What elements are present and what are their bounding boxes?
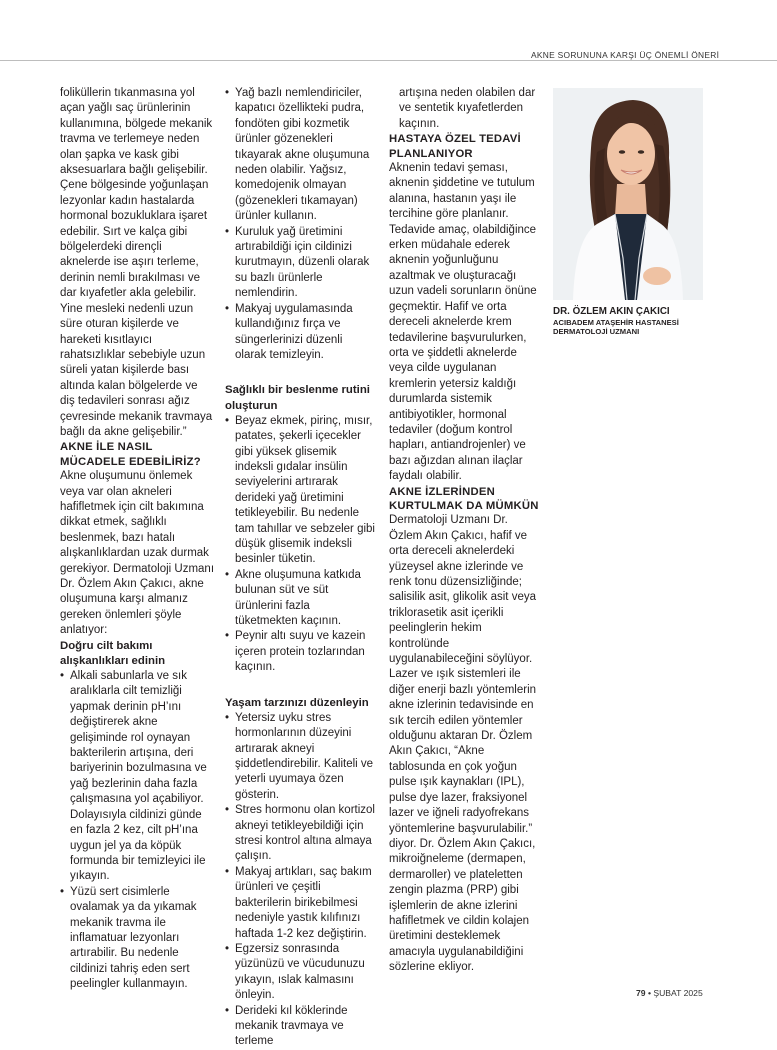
header-rule bbox=[0, 60, 777, 61]
doctor-title bbox=[553, 318, 723, 336]
portrait-photo bbox=[553, 88, 703, 300]
nutrition-list bbox=[225, 414, 375, 676]
list-item: • Yüzü sert cisimlerle ovalamak ya da yıkamak mekanik travma ile inflamatuar lezyonları artırabilir. Bu nedenle cildinizi tahriş eden sert peelingler kullanmayın. bbox=[60, 885, 215, 993]
portrait-illustration bbox=[553, 88, 703, 300]
subheading-yasam-tarzi: Yaşam tarzınızı düzenleyin bbox=[225, 696, 369, 709]
subheading-beslenme: Sağlıklı bir beslenme rutini oluşturun bbox=[225, 384, 370, 412]
doctor-specialty: DERMATOLOJİ UZMANI bbox=[553, 327, 640, 337]
column-1-paragraph: Akne oluşumunu önlemek veya var olan akneleri hafifletmek için cilt bakımına dikkat etmek, sağlıklı beslenmek, bazı hatalı alışkanlıklardan uzak durmak gerekiyor. Dermatoloji Uzmanı Dr. Özlem Akın Çakıcı, akne oluşumuna karşı almanız gereken önlemleri şöyle anlatıyor: bbox=[60, 470, 215, 637]
page-footer bbox=[636, 988, 726, 998]
subheading-cilt-bakimi: Doğru cilt bakımı alışkanlıkları edinin bbox=[60, 639, 166, 667]
column-3-intro: artışına neden olabilen dar ve sentetik kıyafetlerden kaçının. bbox=[399, 87, 536, 130]
issue-date: ŞUBAT 2025 bbox=[653, 988, 703, 998]
cosmetics-list bbox=[225, 86, 375, 363]
list-item: • Makyaj artıkları, saç bakım ürünleri ve çeşitli bakterilerin birikebilmesi nedeniyle yastık kılıfınızı haftada 1-2 kez değiştirin. bbox=[225, 865, 375, 942]
list-item: • Stres hormonu olan kortizol akneyi tetikleyebildiği için stresi kontrol altına almaya çalışın. bbox=[225, 803, 375, 865]
column-2 bbox=[225, 86, 375, 1050]
column-3-paragraph-1: Aknenin tedavi şeması, aknenin şiddetine ve tutulum alanına, hastanın yaşı ile tercihine göre planlanır. Tedavide amaç, olabildiğince erken müdahale ederek aknenin yoğunluğunu azaltmak ve oluşturacağı uzun vadeli sorunların önüne geçmektir. Hafif ve orta dereceli aknelerde krem tedavilerine başvurulurken, orta ve şiddetli aknelerde veya cilde uygulanan kremlerin yetersiz kaldığı durumlarda sistemik antibiyotikler, hormonal tedaviler (doğum kontrol hapları, antiandrojenler) ve bazı ağızdan alınan ilaçlar faydalı olabilir. bbox=[389, 162, 537, 483]
footer-separator: • bbox=[647, 988, 651, 998]
column-1-intro: foliküllerin tıkanmasına yol açan yağlı saç ürünlerinin kullanımına, bölgede mekanik travma ve terlemeye neden olan şapka ve kask gibi aksesuarlara bağlı gelişebilir. Çene bölgesinde yoğunlaşan lezyonlar kadın hastalarda hormonal bozukluklara işaret edebilir. Sırt ve kalça gibi bölgelerdeki dirençli aknelerde ise aşırı terleme, derinin nemli bırakılması ve dar kıyafetler akla gelebilir. Yine mesleki nedenli uzun süre oturan kişilerde ve hareketi kısıtlayıcı rahatsızlıklar sebebiyle uzun süreli yatan kişilerde bası altında kalan bölgelerde ve diş tedavileri sonrası ağız çevresinde mekanik travmaya bağlı da akne gelişebilir.” bbox=[60, 87, 213, 438]
heading-akne-izleri: AKNE İZLERİNDEN KURTULMAK DA MÜMKÜN bbox=[389, 485, 539, 512]
heading-hastaya-ozel: HASTAYA ÖZEL TEDAVİ PLANLANIYOR bbox=[389, 133, 521, 160]
skincare-list bbox=[60, 669, 215, 993]
lifestyle-list bbox=[225, 711, 375, 1050]
list-item: • Akne oluşumuna katkıda bulunan süt ve süt ürünlerini fazla tüketmekten kaçının. bbox=[225, 568, 375, 630]
column-1 bbox=[60, 86, 215, 993]
list-item: • Alkali sabunlarla ve sık aralıklarla cilt temizliği yapmak derinin pH’ını değiştirerek akne gelişiminde rol oynayan bakterilerin artışına, deri bariyerinin bozulmasına ve yağ bezlerinin daha fazla çalışmasına yol açabiliyor. Dolayısıyla cildinizi günde en fazla 2 kez, cilt pH’ına uygun jel ya da köpük formunda bir temizleyici ile yıkayın. bbox=[60, 669, 215, 885]
list-item: • Derideki kıl köklerinde mekanik travmaya ve terleme bbox=[225, 1004, 375, 1050]
list-item: • Peynir altı suyu ve kazein içeren protein tozlarından kaçının. bbox=[225, 629, 375, 675]
list-item: • Yetersiz uyku stres hormonlarının düzeyini artırarak akneyi şiddetlendirebilir. Kaliteli ve yeterli uyumaya özen gösterin. bbox=[225, 711, 375, 803]
column-3-paragraph-2: Dermatoloji Uzmanı Dr. Özlem Akın Çakıcı, hafif ve orta dereceli aknelerdeki yüzeysel akne izlerinde ve renk tonu düzensizliğinde; salisilik asit, glikolik asit veya triklorasetik asit içerikli peelinglerin hekim kontrolünde uygulanabileceğini söylüyor. Lazer ve ışık sistemleri ile diğer enerji bazlı yöntemlerin akne izlerinin tedavisinde en sık tercih edilen yöntemler olduğunu aktaran Dr. Özlem Akın Çakıcı, “Akne tablosunda en çok yoğun pulse ışık kaynakları (IPL), pulse dye lazer, fraksiyonel lazer ve iğneli radyofrekans yöntemlerine başvurulabilir.” diyor. Dr. Özlem Akın Çakıcı, mikroiğneleme (dermapen, dermaroller) ve plateletten zengin plazma (PRP) gibi işlemlerin de akne izlerini hafifletmek ve cildin kolajen üretimini desteklemek amacıyla uygulanabildiğini sözlerine ekliyor. bbox=[389, 514, 537, 974]
heading-akne-ile-mucadele: AKNE İLE NASIL MÜCADELE EDEBİLİRİZ? bbox=[60, 441, 201, 468]
column-3 bbox=[389, 86, 541, 976]
list-item: • Yağ bazlı nemlendiriciler, kapatıcı özellikteki pudra, fondöten gibi kozmetik ürünler gözenekleri tıkayarak akne oluşumuna neden olabilir. Yağsız, komedojenik olmayan (gözenekleri tıkamayan) ürünler kullanın. bbox=[225, 86, 375, 225]
list-item: • Egzersiz sonrasında yüzünüzü ve vücudunuzu yıkayın, ıslak kalmasını önleyin. bbox=[225, 942, 375, 1004]
list-item: • Beyaz ekmek, pirinç, mısır, patates, şekerli içecekler gibi yüksek glisemik indeksli gıdalar insülin seviyelerini artırarak derideki yağ üretimini tetikleyebilir. Bu nedenle tam tahıllar ve sebzeler gibi düşük glisemik indeksli besinler tüketin. bbox=[225, 414, 375, 568]
doctor-hospital: ACIBADEM ATAŞEHİR HASTANESİ bbox=[553, 318, 679, 327]
list-item: • Kuruluk yağ üretimini artırabildiği için cildinizi kurutmayın, düzenli olarak su bazlı ürünlerle nemlendirin. bbox=[225, 225, 375, 302]
running-head: AKNE SORUNUNA KARŞI ÜÇ ÖNEMLİ ÖNERİ bbox=[531, 50, 720, 60]
list-item: • Makyaj uygulamasında kullandığınız fırça ve süngerlerinizi düzenli olarak temizleyin. bbox=[225, 302, 375, 364]
doctor-name: DR. ÖZLEM AKIN ÇAKICI bbox=[553, 306, 670, 317]
page-number: 79 bbox=[636, 988, 646, 998]
